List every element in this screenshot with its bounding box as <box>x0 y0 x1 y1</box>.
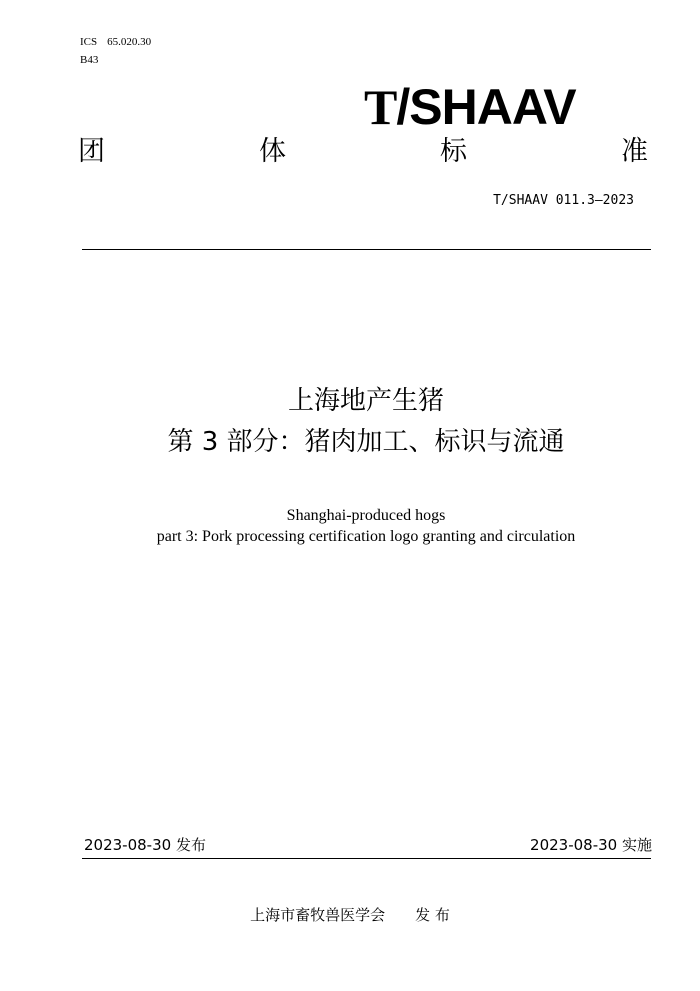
publisher-line <box>0 906 700 925</box>
brand-rest: /SHAAV <box>396 79 576 135</box>
standard-type-char: 准 <box>621 136 648 167</box>
standard-type-char: 团 <box>78 136 105 167</box>
organization-brand-mark <box>364 78 576 136</box>
category-code: B43 <box>80 54 99 66</box>
top-divider <box>82 249 651 250</box>
issue-date: 2023-08-30 发布 <box>84 836 206 854</box>
standard-type-char: 标 <box>440 136 467 167</box>
standard-type-char: 体 <box>259 136 286 167</box>
ics-classification <box>80 36 151 49</box>
ics-code: 65.020.30 <box>107 36 152 48</box>
title-chinese-main: 上海地产生猪 <box>287 386 444 416</box>
title-chinese-part: 第 3 部分：猪肉加工、标识与流通 <box>167 427 565 457</box>
brand-prefix: T <box>364 79 397 135</box>
title-english-part: part 3: Pork processing certification logo granting and circulation <box>156 528 576 545</box>
implementation-date: 2023-08-30 实施 <box>530 836 652 854</box>
publisher-name: 上海市畜牧兽医学会 <box>250 906 386 924</box>
publish-action: 发 布 <box>415 906 450 924</box>
standard-type-heading <box>78 135 648 169</box>
bottom-divider <box>82 858 651 859</box>
ics-label: ICS <box>80 36 98 48</box>
standard-number: T/SHAAV 011.3—2023 <box>493 193 634 208</box>
title-english-main: Shanghai-produced hogs <box>286 507 446 524</box>
